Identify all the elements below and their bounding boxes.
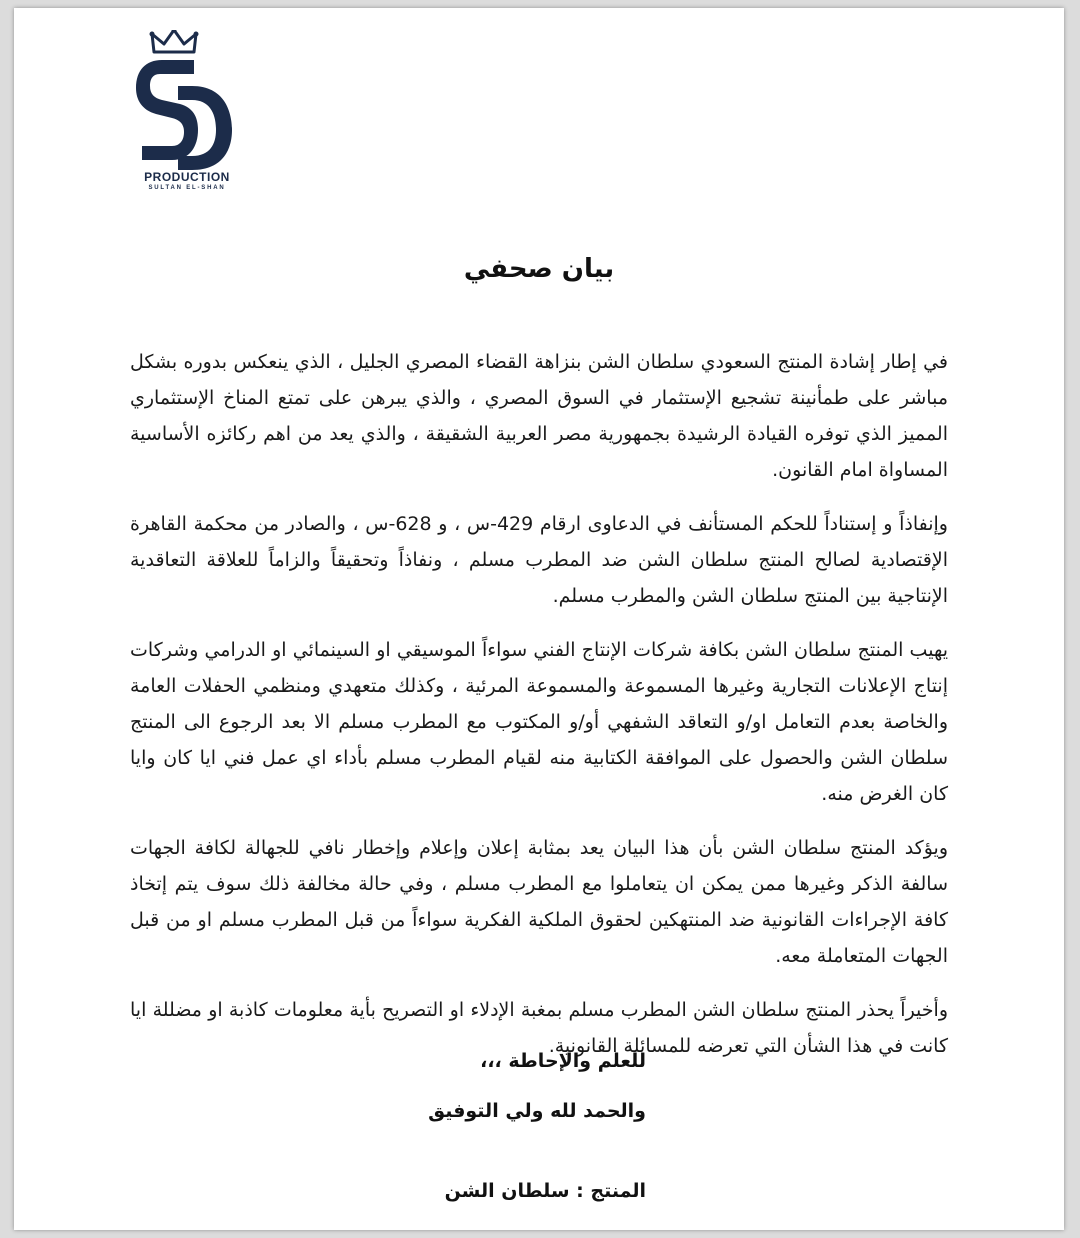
producer-signature: المنتج : سلطان الشن <box>444 1180 646 1202</box>
page-title: بيان صحفي <box>463 254 615 284</box>
document-page <box>14 8 1064 1230</box>
statement-body <box>130 344 948 1082</box>
logo-sultan-text: SULTAN EL-SHAN <box>148 185 226 191</box>
crown-sd-logo-icon <box>132 30 242 170</box>
closing-line-praise: والحمد لله ولي التوفيق <box>428 1100 646 1122</box>
paragraph: يهيب المنتج سلطان الشن بكافة شركات الإنتاج الفني سواءاً الموسيقي او السينمائي او الدرامي وشركات إنتاج الإعلانات التجارية وغيرها المسموعة والمسموعة المرئية ، وكذلك متعهدي ومنظمي الحفلات العامة والخاصة بعدم التعامل او/و التعاقد الشفهي أو/و المكتوب مع المطرب مسلم الا بعد الرجوع الى المنتج سلطان الشن والحصول على الموافقة الكتابية منه لقيام المطرب مسلم بأداء اي عمل فني ايا كان وايا كان الغرض منه. <box>130 639 948 805</box>
logo-wordmark <box>132 170 242 192</box>
company-logo <box>132 30 242 210</box>
paragraph: وإنفاذاً و إستناداً للحكم المستأنف في الدعاوى ارقام 429-س ، و 628-س ، والصادر من محكمة القاهرة الإقتصادية لصالح المنتج سلطان الشن ضد المطرب مسلم ، ونفاذاً وتحقيقاً والزاماً للعلاقة التعاقدية الإنتاجية بين المنتج سلطان الشن والمطرب مسلم. <box>130 513 948 607</box>
closing-block <box>14 1036 646 1136</box>
paragraph: وأخيراً يحذر المنتج سلطان الشن المطرب مسلم بمغبة الإدلاء او التصريح بأية معلومات كاذبة او مضللة ايا كانت في هذا الشأن التي تعرضه للمسائلة القانونية. <box>130 999 948 1057</box>
paragraph: ويؤكد المنتج سلطان الشن بأن هذا البيان يعد بمثابة إعلان وإعلام وإخطار نافي للجهالة لكافة الجهات سالفة الذكر وغيرها ممن يمكن ان يتعاملوا مع المطرب مسلم ، وفي حالة مخالفة ذلك سوف يتم إتخاذ كافة الإجراءات القانونية ضد المنتهكين لحقوق الملكية الفكرية سواءاً من قبل المطرب مسلم او من قبل الجهات المتعاملة معه. <box>130 837 948 967</box>
logo-production-text: PRODUCTION <box>144 170 230 184</box>
closing-line-notice: للعلم والإحاطة ،،، <box>480 1050 646 1072</box>
paragraph: في إطار إشادة المنتج السعودي سلطان الشن بنزاهة القضاء المصري الجليل ، الذي ينعكس بدوره بشكل مباشر على طمأنينة تشجيع الإستثمار في السوق المصري ، والذي يبرهن على تمتع المناخ الإستثماري المميز الذي توفره القيادة الرشيدة بجمهورية مصر العربية الشقيقة ، والذي يعد من اهم ركائزه الأساسية المساواة امام القانون. <box>130 351 948 481</box>
